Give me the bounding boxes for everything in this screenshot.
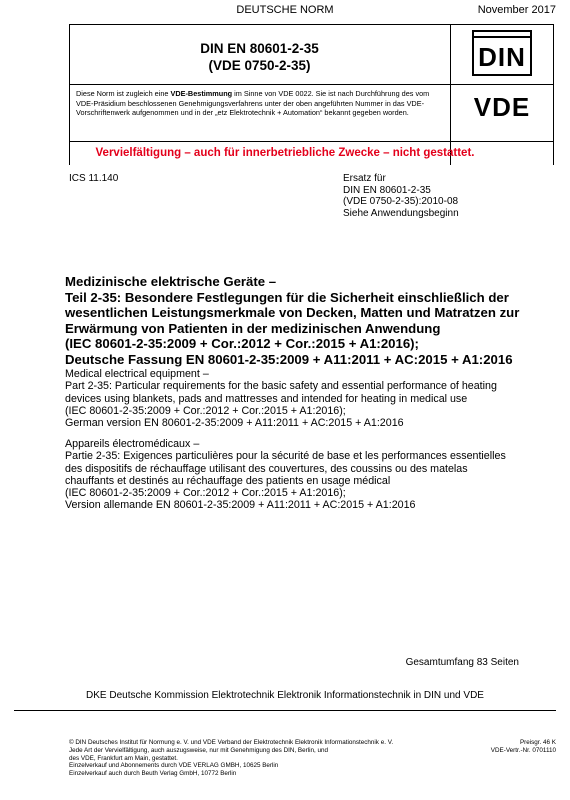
title-german-line: Deutsche Fassung EN 80601-2-35:2009 + A11:2011 + AC:2015 + A1:2016 xyxy=(65,351,513,367)
dke-committee: DKE Deutsche Kommission Elektrotechnik Elektronik Informationstechnik in DIN und VDE xyxy=(86,690,484,701)
replacement-line: Siehe Anwendungsbeginn xyxy=(343,207,459,219)
norm-series: DEUTSCHE NORM xyxy=(236,4,334,16)
reproduction-warning: Vervielfältigung – auch für innerbetriebliche Zwecke – nicht gestattet. xyxy=(95,147,475,159)
order-number: VDE-Vertr.-Nr. 0701110 xyxy=(490,746,556,754)
title-english xyxy=(65,368,545,429)
din-logo xyxy=(472,30,532,76)
vde-note-post: im Sinne von VDE 0022. Sie ist nach Durchführung des vom VDE-Präsidium beschlossenen Genehmigungsverfahrens unter der oben angeführten Nummer in das VDE-Vorschriftenwerk aufgenommen und in der „etz Elektrotechnik + Automation“ bekannt gegeben worden. xyxy=(76,89,430,118)
copyright-line: Einzelverkauf auch durch Beuth Verlag GmbH, 10772 Berlin xyxy=(69,770,237,778)
header-middle-rule xyxy=(69,84,553,85)
price-group: Preisgr. 46 K xyxy=(519,739,556,746)
copyright-line: Einzelverkauf und Abonnements durch VDE VERLAG GMBH, 10625 Berlin xyxy=(69,762,279,770)
title-english-line: Medical electrical equipment – xyxy=(65,368,209,380)
ics-code: ICS 11.140 xyxy=(69,173,119,184)
header-bottom-rule xyxy=(69,141,553,142)
copyright-line: Jede Art der Vervielfältigung, auch auszugsweise, nur mit Genehmigung des DIN, Berlin, und xyxy=(69,746,329,754)
title-german-line: Teil 2-35: Besondere Festlegungen für die Sicherheit einschließlich der xyxy=(65,289,509,305)
title-french xyxy=(65,438,545,512)
footer-rule xyxy=(14,710,556,711)
header-logo-divider xyxy=(450,24,451,165)
document-number-line1: DIN EN 80601-2-35 xyxy=(200,41,319,56)
title-french-line: chauffants et destinés au réchauffage des patients en usage médical xyxy=(65,474,391,487)
title-french-line: Version allemande EN 80601-2-35:2009 + A11:2011 + AC:2015 + A1:2016 xyxy=(65,499,416,512)
din-logo-text: DIN xyxy=(478,42,526,72)
vde-note-pre: Diese Norm ist zugleich eine xyxy=(76,89,171,98)
title-english-line: German version EN 80601-2-35:2009 + A11:2011 + AC:2015 + A1:2016 xyxy=(65,417,404,430)
replacement-info xyxy=(343,173,459,219)
title-french-line: des dispositifs de réchauffage utilisant des couvertures, des coussins ou des matelas xyxy=(65,462,468,475)
copyright-line: © DIN Deutsches Institut für Normung e. V. und VDE Verband der Elektrotechnik Elektronik Informationstechnik e. V. xyxy=(69,739,394,746)
header-right-rule xyxy=(553,24,554,165)
title-french-line: Appareils électromédicaux – xyxy=(65,438,200,450)
document-number xyxy=(69,40,450,74)
vde-logo: VDE xyxy=(473,92,531,122)
footer-copyright xyxy=(69,739,449,778)
document-number-line2: (VDE 0750-2-35) xyxy=(208,58,311,73)
vde-note-bold: VDE-Bestimmung xyxy=(170,89,233,98)
vde-note xyxy=(76,89,446,118)
title-german-line: Medizinische elektrische Geräte – xyxy=(65,274,277,289)
footer-order-info xyxy=(491,739,556,755)
title-english-line: Part 2-35: Particular requirements for the basic safety and essential performance of heating xyxy=(65,380,497,393)
title-german-line: wesentlichen Leistungsmerkmale von Decken, Matten und Matratzen zur xyxy=(65,305,520,321)
title-french-line: (IEC 80601-2-35:2009 + Cor.:2012 + Cor.:2015 + A1:2016); xyxy=(65,487,346,500)
title-french-line: Partie 2-35: Exigences particulières pour la sécurité de base et les performances essentielles xyxy=(65,450,506,463)
header-top-rule xyxy=(69,24,553,25)
title-english-line: devices using blankets, pads and mattresses and intended for heating in medical use xyxy=(65,392,468,405)
publication-date: November 2017 xyxy=(477,4,556,16)
replacement-line: Ersatz für xyxy=(343,173,386,184)
total-pages: Gesamtumfang 83 Seiten xyxy=(405,657,519,668)
replacement-line: DIN EN 80601-2-35 xyxy=(343,184,431,196)
title-german-line: (IEC 80601-2-35:2009 + Cor.:2012 + Cor.:2015 + A1:2016); xyxy=(65,336,419,352)
title-english-line: (IEC 80601-2-35:2009 + Cor.:2012 + Cor.:2015 + A1:2016); xyxy=(65,404,346,417)
copyright-line: des VDE, Frankfurt am Main, gestattet. xyxy=(69,754,178,762)
title-german xyxy=(65,274,545,368)
title-german-line: Erwärmung von Patienten in der medizinischen Anwendung xyxy=(65,320,441,336)
replacement-line: (VDE 0750-2-35):2010-08 xyxy=(343,196,459,207)
